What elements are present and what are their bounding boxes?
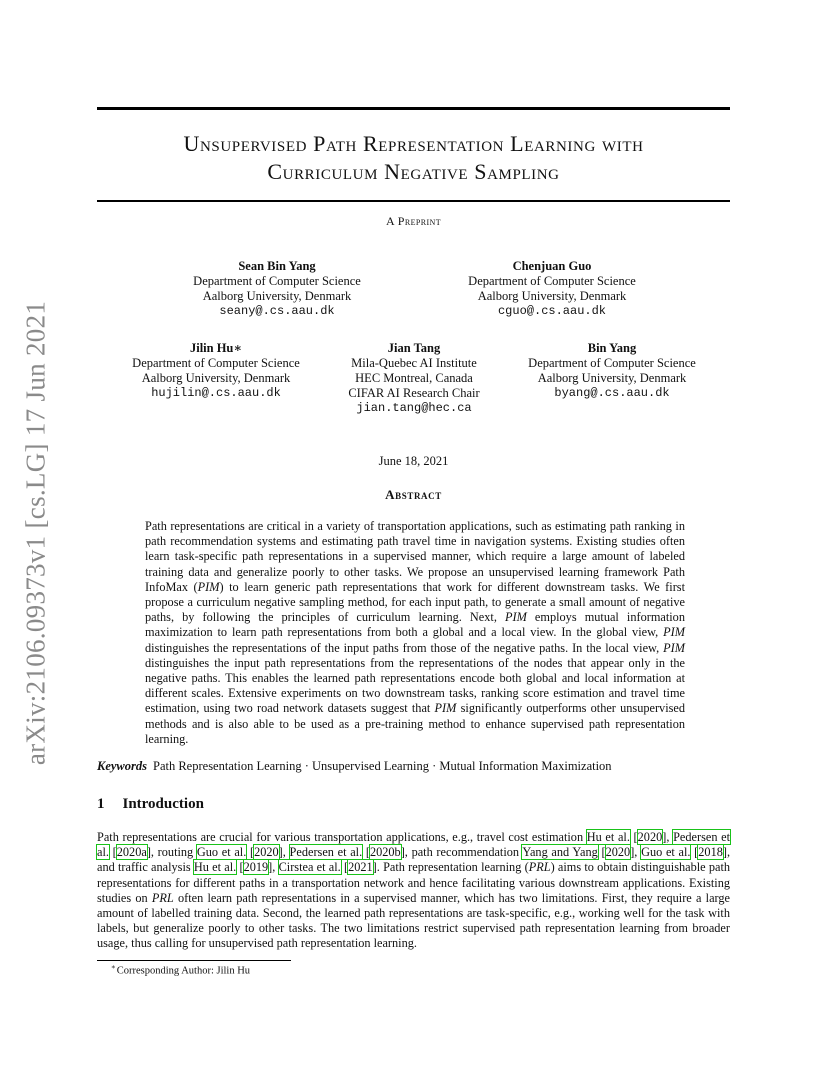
author-department: Department of Computer Science: [528, 356, 696, 370]
preprint-label: A Preprint: [385, 214, 441, 228]
section-title: Introduction: [122, 796, 204, 812]
author-block: [492, 341, 732, 401]
title-bottom-rule: [97, 200, 730, 202]
title-line-2: Curriculum Negative Sampling: [267, 159, 560, 184]
author-institution: HEC Montreal, Canada: [355, 371, 473, 385]
author-institution: Aalborg University, Denmark: [141, 371, 291, 385]
section-number: 1: [97, 796, 105, 812]
author-email[interactable]: jian.tang@hec.ca: [356, 401, 472, 415]
author-department: Mila-Quebec AI Institute: [351, 356, 477, 370]
author-affiliation: CIFAR AI Research Chair: [348, 386, 480, 400]
author-name: Jian Tang: [387, 341, 441, 355]
keywords-label: Keywords: [97, 759, 147, 773]
title-top-rule: [97, 107, 730, 110]
author-email[interactable]: cguo@.cs.aau.dk: [497, 304, 607, 318]
abstract-heading: Abstract: [385, 487, 442, 502]
introduction-text: Path representations are crucial for various transportation applications, e.g., travel cost estimation Hu et al. [2020], Pedersen et al. [2020a], routing Guo et al. [2020], Pedersen et al. [2020b], path recommendation Yang and Yang [2020], Guo et al. [2018], and traffic analysis Hu et al. [2019], Cirstea et al. [2021]. Path representation learning (PRL) aims to obtain distinguishable path representations for different paths in a transportation network and hence facilitating various downstream applications. Existing studies on PRL often learn path representations in a supervised manner, which has two limitations. First, they require a large amount of labelled training data. Second, the learned path representations are task-specific, e.g., working well for the task with labels, but generalize poorly to other tasks. The two limitations restrict supervised path representation learning from broader usage, thus calling for unsupervised path representation learning.: [97, 830, 731, 951]
author-email[interactable]: seany@.cs.aau.dk: [219, 304, 335, 318]
author-institution: Aalborg University, Denmark: [202, 289, 352, 303]
author-email[interactable]: byang@.cs.aau.dk: [554, 386, 670, 400]
keywords-text: Path Representation Learning · Unsupervised Learning · Mutual Information Maximization: [153, 759, 612, 773]
author-name: Bin Yang: [587, 341, 637, 355]
author-name: Sean Bin Yang: [238, 259, 316, 273]
footnote-rule: [97, 960, 291, 961]
author-block: [432, 259, 672, 319]
author-department: Department of Computer Science: [132, 356, 300, 370]
footnote-text: Corresponding Author: Jilin Hu: [116, 965, 251, 977]
author-name: Jilin Hu∗: [189, 341, 243, 355]
paper-date: June 18, 2021: [378, 454, 449, 468]
arxiv-stamp: arXiv:2106.09373v1 [cs.LG] 17 Jun 2021: [20, 300, 51, 766]
author-department: Department of Computer Science: [193, 274, 361, 288]
author-email[interactable]: hujilin@.cs.aau.dk: [151, 386, 281, 400]
abstract-text: Path representations are critical in a variety of transportation applications, such as estimating path ranking in path recommendation systems and estimating path travel time in navigation systems. Existing studies often learn task-specific path representations in a supervised manner, which require a large amount of labeled training data and generalize poorly to other tasks. We propose an unsupervised learning framework Path InfoMax (PIM) to learn generic path representations that work for different downstream tasks. We first propose a curriculum negative sampling method, for each input path, to generate a small amount of negative paths, by following the principles of curriculum learning. Next, PIM employs mutual information maximization to learn path representations from both a global and a local view. In the global view, PIM distinguishes the representations of the input paths from those of the negative paths. In the local view, PIM distinguishes the input path representations from the representations of the nodes that appear only in the negative paths. This enables the learned path representations encode both global and local information at different scales. Extensive experiments on two downstream tasks, ranking score estimation and travel time estimation, using two road network datasets suggest that PIM significantly outperforms other unsupervised methods and is also able to be used as a pre-training method to enhance supervised path representation learning.: [145, 519, 686, 746]
footnote-mark: ∗: [111, 963, 116, 971]
section-heading: [97, 796, 204, 813]
author-department: Department of Computer Science: [468, 274, 636, 288]
paper-title: [97, 130, 730, 186]
author-institution: Aalborg University, Denmark: [537, 371, 687, 385]
author-institution: Aalborg University, Denmark: [477, 289, 627, 303]
title-line-1: Unsupervised Path Representation Learning with: [183, 131, 644, 156]
author-name: Chenjuan Guo: [512, 259, 592, 273]
footnote: [111, 963, 250, 977]
author-block: [157, 259, 397, 319]
keywords-line: [97, 759, 730, 774]
